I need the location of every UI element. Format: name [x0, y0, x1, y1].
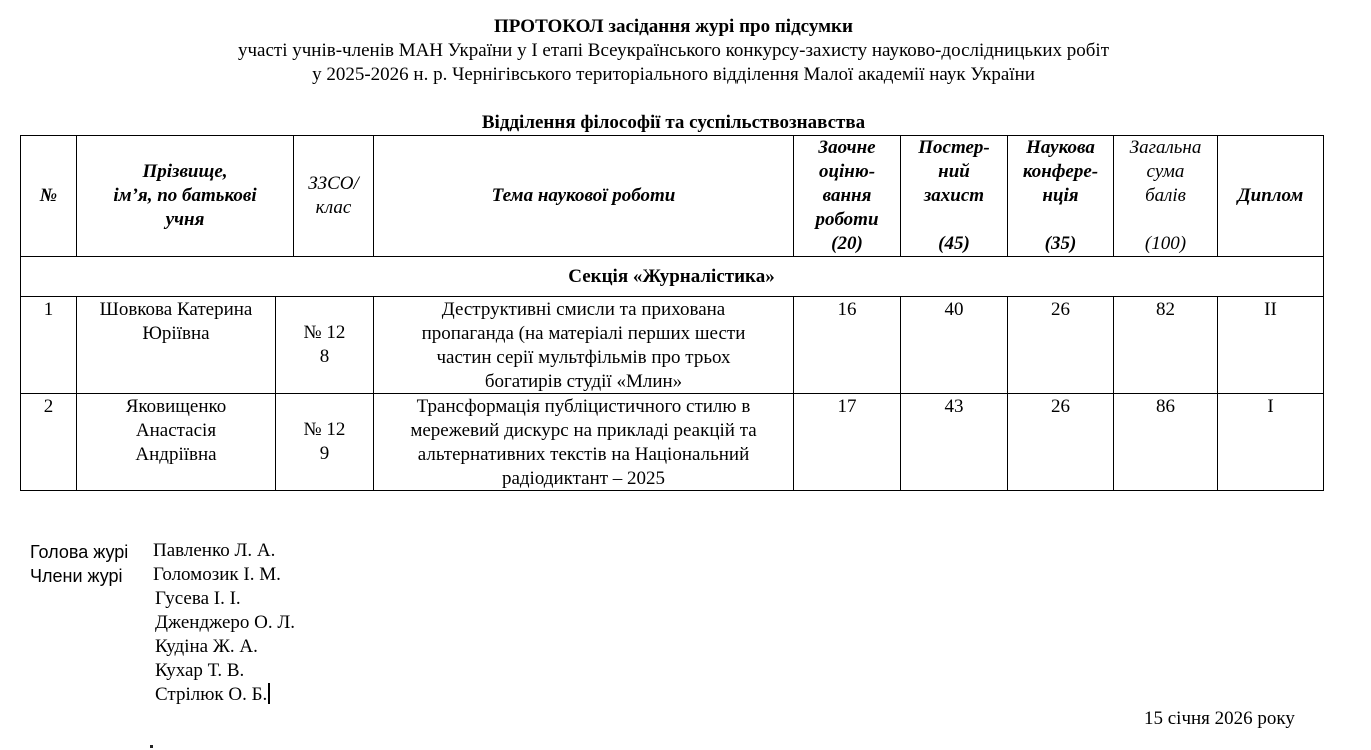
row-1-name: Шовкова Катерина Юріївна — [99, 299, 253, 344]
row-1-school: № 12 8 — [303, 322, 346, 367]
column-header-diploma: Диплом — [1237, 185, 1304, 206]
results-table — [20, 135, 1323, 490]
document-date: 15 січня 2026 року — [1144, 708, 1295, 729]
row-2-total-score: 86 — [1156, 396, 1175, 417]
jury-head-name: Павленко Л. А. — [153, 540, 276, 561]
row-2-topic: Трансформація публіцистичного стилю в мережевий дискурс на прикладі реакцій та альтернативних текстів на Національний радіодиктант – 2025 — [410, 396, 757, 489]
row-1-poster-score: 40 — [944, 299, 964, 320]
column-header-name: Прізвище, ім’я, по батькові учня — [113, 161, 257, 230]
stray-dot — [150, 745, 153, 748]
department-heading: Відділення філософії та суспільствознавства — [481, 112, 866, 133]
jury-member: Кудіна Ж. А. — [155, 636, 258, 657]
row-1-conference-score: 26 — [1051, 299, 1070, 320]
column-header-poster-score: Постер- ний захист (45) — [918, 137, 990, 254]
jury-member: Стрілюк О. Б. — [155, 684, 268, 705]
row-1-topic: Деструктивні смисли та прихована пропаганда (на матеріалі перших шести частин серії мультфільмів про трьох богатирів студії «Млин» — [421, 299, 746, 392]
row-1-number: 1 — [43, 299, 54, 320]
column-header-number — [20, 135, 77, 257]
jury-member: Гусева І. І. — [155, 588, 241, 609]
row-2-conference-score: 26 — [1051, 396, 1070, 417]
row-2-distance-score: 17 — [837, 396, 857, 417]
table-border-right — [1323, 135, 1324, 491]
column-header-topic: Тема наукової роботи — [491, 185, 676, 206]
document-subtitle-line-1: участі учнів-членів МАН України у І етапі Всеукраїнського конкурсу-захисту науково-дослідницьких робіт — [238, 40, 1109, 61]
column-header-total-score: Загальна сума балів (100) — [1129, 137, 1202, 254]
jury-member: Дженджеро О. Л. — [155, 612, 296, 633]
jury-member: Кухар Т. В. — [155, 660, 245, 681]
column-header-distance-score: Заочне оціню- вання роботи (20) — [815, 137, 879, 254]
text-cursor — [268, 683, 270, 704]
row-2-school: № 12 9 — [303, 419, 346, 464]
document-subtitle-line-2: у 2025-2026 н. р. Чернігівського територіального відділення Малої академії наук України — [312, 64, 1035, 85]
jury-member-last[interactable] — [155, 683, 270, 707]
document-title: ПРОТОКОЛ засідання журі про підсумки — [494, 16, 853, 37]
column-header-number-text: № — [39, 185, 58, 206]
column-header-school: ЗЗСО/ клас — [308, 173, 359, 218]
row-1-diploma: ІІ — [1264, 299, 1277, 320]
jury-member: Голомозик І. М. — [153, 564, 281, 585]
row-2-name: Яковищенко Анастасія Андріївна — [125, 396, 227, 465]
section-row: Секція «Журналістика» — [568, 265, 775, 287]
row-2-diploma: І — [1267, 396, 1274, 417]
jury-head-label: Голова журі — [30, 542, 129, 562]
row-2-number: 2 — [43, 396, 54, 417]
column-header-conference-score: Наукова конфере- нція (35) — [1022, 137, 1099, 254]
row-2-poster-score: 43 — [944, 396, 964, 417]
row-1-distance-score: 16 — [837, 299, 857, 320]
jury-members-label: Члени журі — [30, 566, 123, 586]
row-1-total-score: 82 — [1156, 299, 1175, 320]
